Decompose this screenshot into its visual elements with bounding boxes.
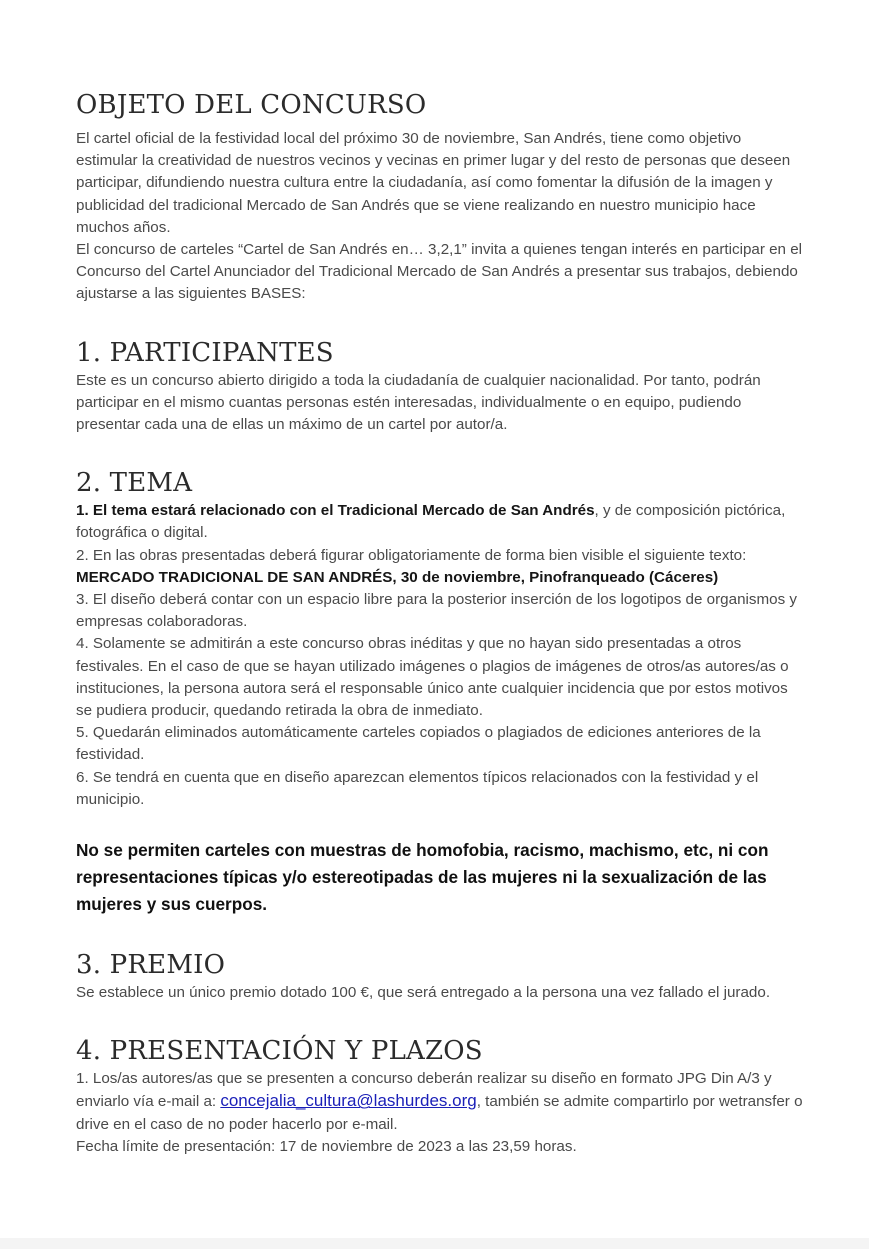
spacer	[76, 436, 806, 466]
participantes-paragraph: Este es un concurso abierto dirigido a toda la ciudadanía de cualquier nacionalidad. Por tanto, podrán participar en el mismo cuantas personas estén interesadas, individualmente o en equipo, pudiendo presentar cada una de ellas un máximo de un cartel por autor/a.	[76, 371, 761, 434]
page-bottom-edge	[0, 1238, 869, 1249]
premio-paragraph: Se establece un único premio dotado 100 €, que será entregado a la persona una vez fallado el jurado.	[76, 984, 771, 1002]
spacer	[76, 306, 806, 336]
spacer	[76, 918, 806, 948]
presentacion-p1-end: , también se admite compartirlo por wetransfer o drive en el caso de no poder hacerlo por e-mail.	[76, 1093, 803, 1133]
tema-item-1	[76, 500, 806, 544]
tema-item-2-required-text	[76, 567, 806, 589]
tema-item-1-bold: 1. El tema estará relacionado con el Tradicional Mercado de San Andrés	[76, 502, 595, 520]
tema-item-2-bold: MERCADO TRADICIONAL DE SAN ANDRÉS, 30 de noviembre, Pinofranqueado (Cáceres)	[76, 568, 719, 586]
section-heading-premio: 3. PREMIO	[76, 950, 226, 981]
tema-item-2: 2. En las obras presentadas deberá figurar obligatoriamente de forma bien visible el siguiente texto:	[76, 546, 747, 564]
document-content	[76, 88, 806, 1158]
section-heading-participantes: 1. PARTICIPANTES	[76, 337, 334, 368]
tema-item-6: 6. Se tendrá en cuenta que en diseño aparezcan elementos típicos relacionados con la festividad y el municipio.	[76, 768, 759, 808]
spacer	[76, 1004, 806, 1034]
presentacion-p1-start: 1. Los/as autores/as que se presenten a concurso deberán realizar su diseño en formato JPG Din A/3 y enviarlo vía e-mail a:	[76, 1070, 772, 1111]
presentacion-paragraph-1	[76, 1068, 806, 1136]
tema-item-3: 3. El diseño deberá contar con un espacio libre para la posterior inserción de los logotipos de organismos y empresas colaboradoras.	[76, 591, 797, 631]
tema-item-4: 4. Solamente se admitirán a este concurso obras inéditas y que no hayan sido presentadas a otros festivales. En el caso de que se hayan utilizado imágenes o plagios de imágenes de otros/as autores/as o instituciones, la persona autora será el responsable único ante cualquier incidencia que por estos motivos se pudiera producir, quedando retirada la obra de inmediato.	[76, 635, 789, 720]
presentacion-deadline: Fecha límite de presentación: 17 de noviembre de 2023 a las 23,59 horas.	[76, 1137, 577, 1155]
spacer	[76, 811, 806, 837]
section-heading-tema: 2. TEMA	[76, 468, 193, 499]
objeto-paragraph-1: El cartel oficial de la festividad local del próximo 30 de noviembre, San Andrés, tiene como objetivo estimular la creatividad de nuestros vecinos y vecinas en primer lugar y del resto de personas que deseen participar, difundiendo nuestra cultura entre la ciudadanía, así como fomentar la difusión de la imagen y publicidad del tradicional Mercado de San Andrés que se viene realizando en nuestro municipio hace muchos años.	[76, 130, 791, 236]
tema-item-1-rest: , y de composición pictórica, fotográfica o digital.	[76, 502, 786, 542]
tema-restriction-note: No se permiten carteles con muestras de homofobia, racismo, machismo, etc, ni con representaciones típicas y/o estereotipadas de las mujeres ni la sexualización de las mujeres y sus cuerpos.	[76, 840, 769, 915]
section-heading-presentacion: 4. PRESENTACIÓN Y PLAZOS	[76, 1036, 483, 1067]
email-link[interactable]: concejalia_cultura@lashurdes.org	[220, 1091, 477, 1111]
objeto-paragraph-2: El concurso de carteles “Cartel de San Andrés en… 3,2,1” invita a quienes tengan interés en participar en el Concurso del Cartel Anunciador del Tradicional Mercado de San Andrés a presentar sus trabajos, debiendo ajustarse a las siguientes BASES:	[76, 241, 803, 303]
section-heading-objeto: OBJETO DEL CONCURSO	[76, 90, 427, 120]
tema-item-5: 5. Quedarán eliminados automáticamente carteles copiados o plagiados de ediciones anteriores de la festividad.	[76, 724, 761, 764]
